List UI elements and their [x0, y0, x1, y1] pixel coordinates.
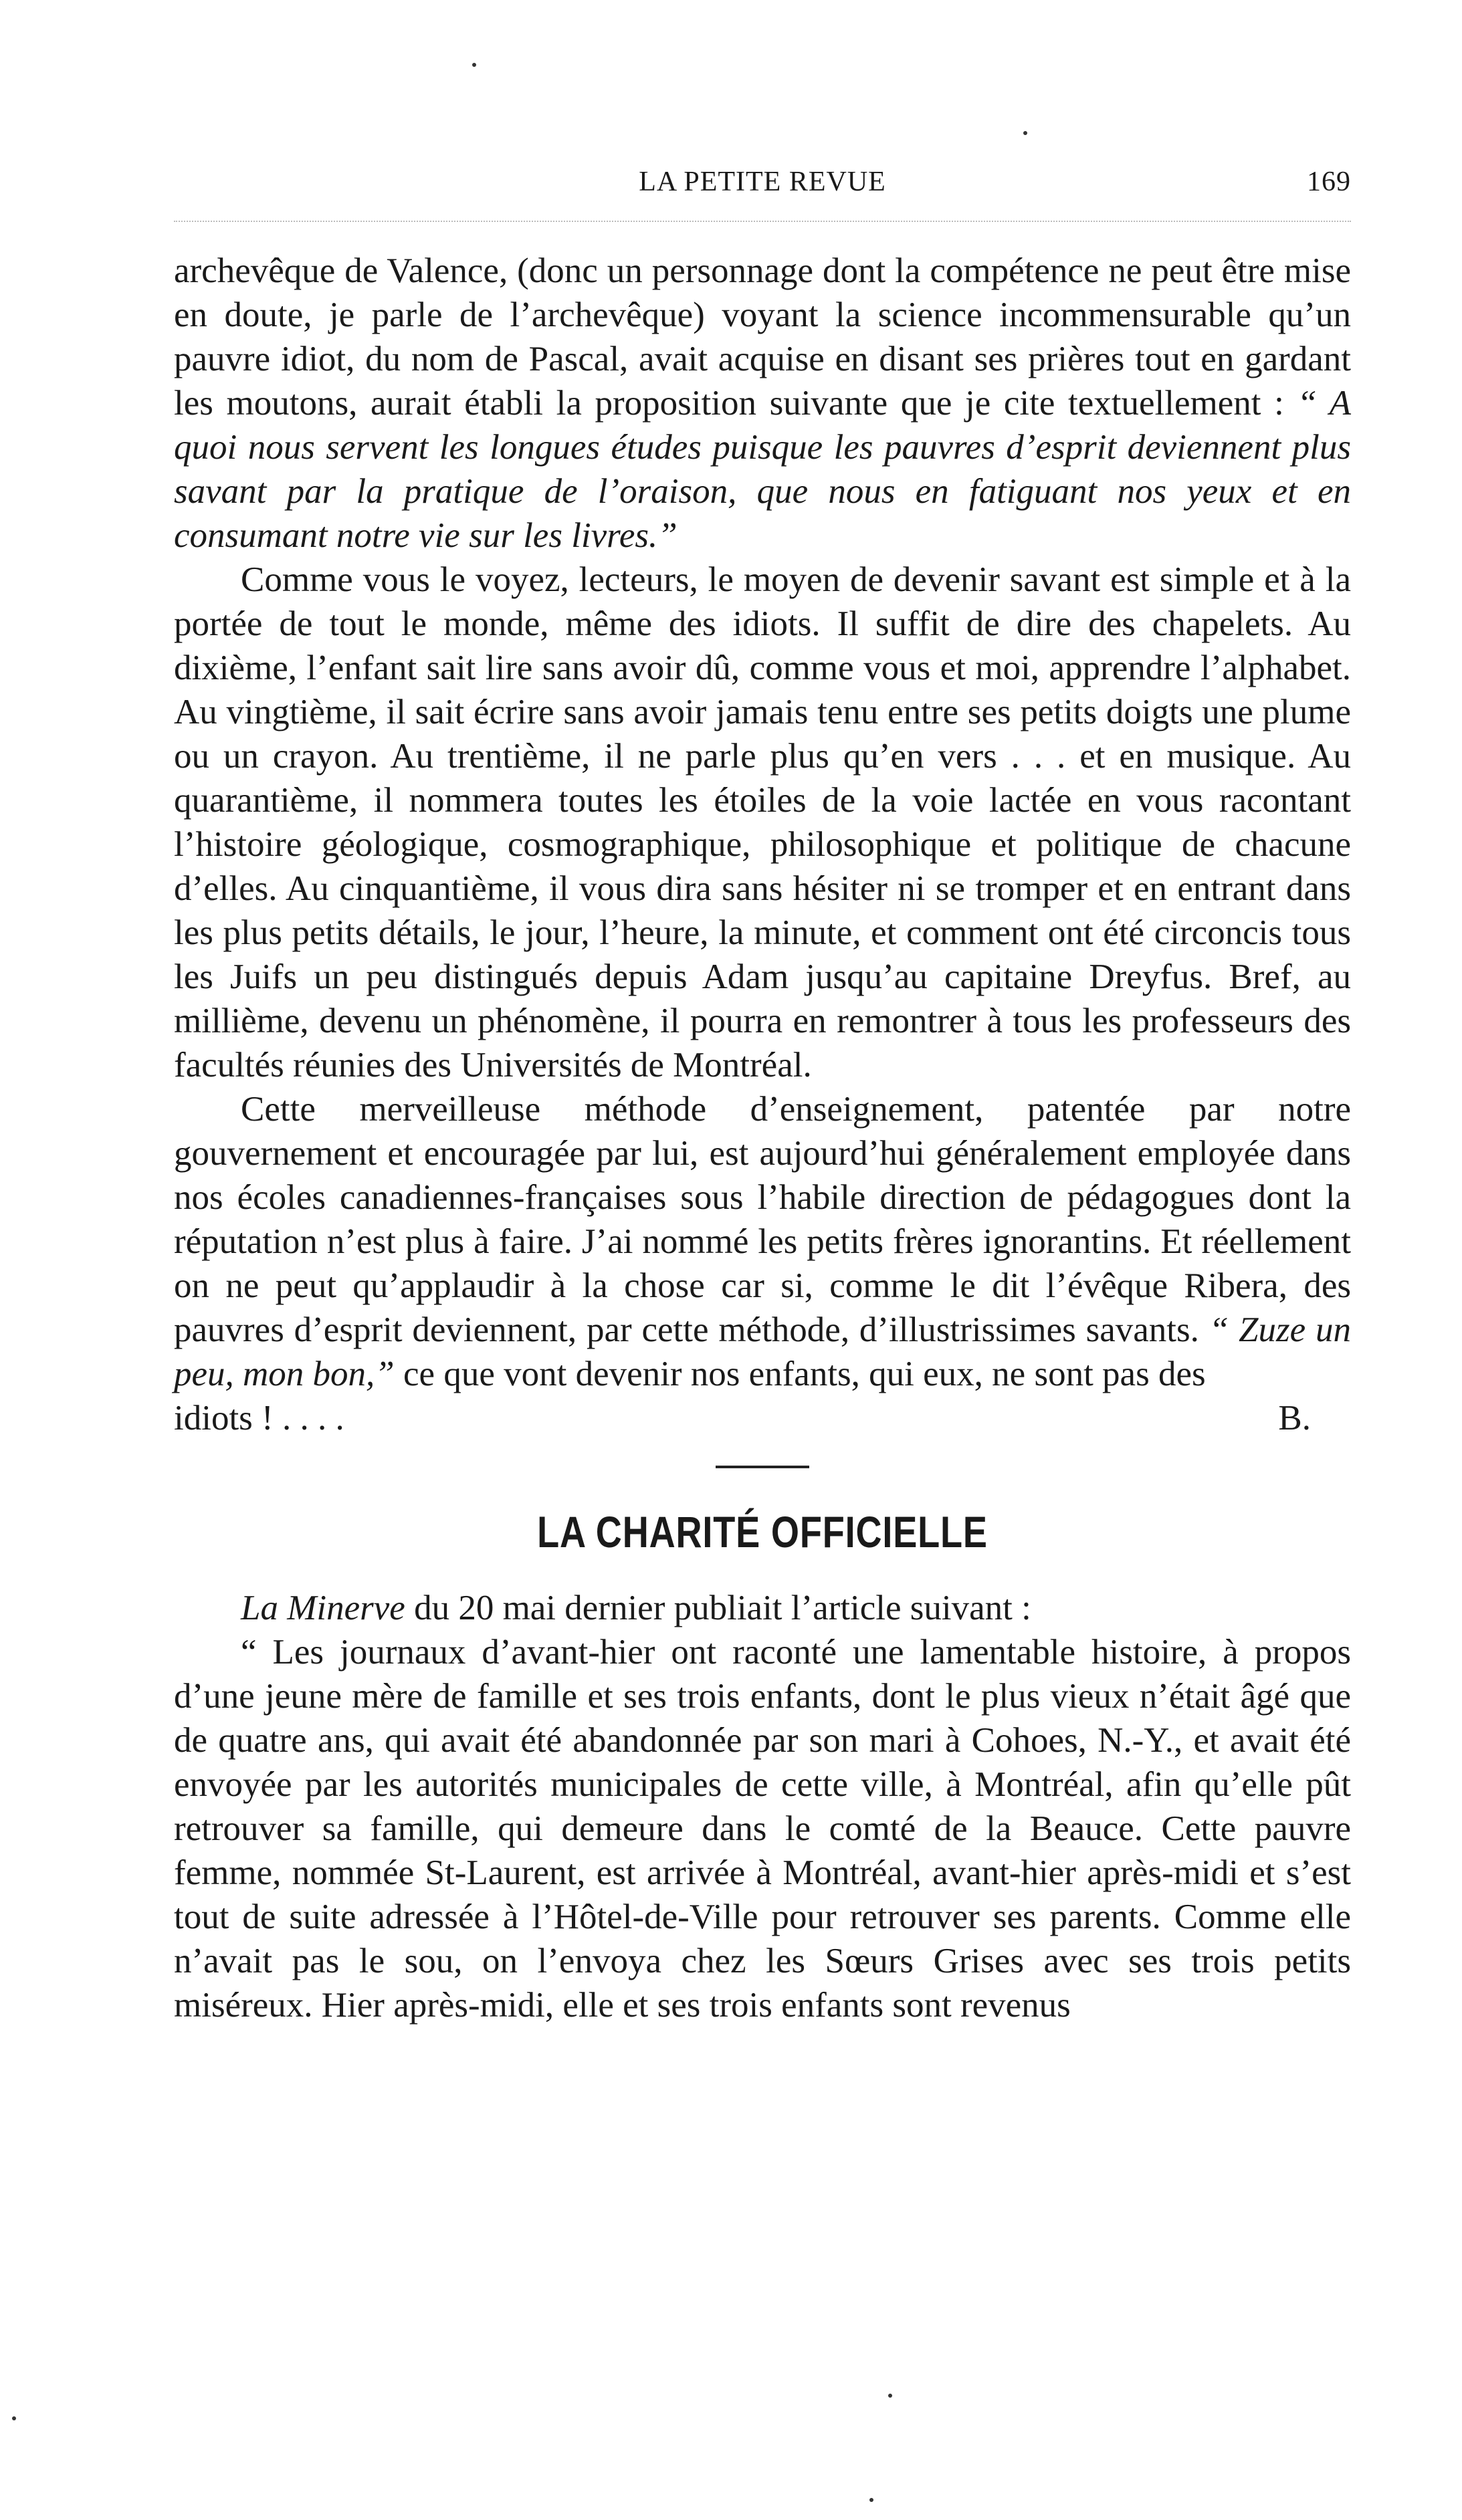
- section-title: LA CHARITÉ OFFICIELLE: [537, 1507, 988, 1557]
- section-intro: [174, 1586, 1351, 1630]
- print-speck: [869, 2498, 873, 2502]
- quotation: “ Zuze un peu, mon bon,”: [174, 1310, 1351, 1393]
- running-head: [174, 166, 1351, 206]
- paragraph-text: archevêque de Valence, (donc un personnage dont la compétence ne peut être mise en doute, je parle de l’archevêque) voyant la science incommensurable qu’un pauvre idiot, du nom de Pascal, avait acquise en disant ses prières tout en gardant les moutons, aurait établi la proposition suivante que je cite textuellement :: [174, 251, 1351, 423]
- newspaper-name: La Minerve: [241, 1589, 405, 1627]
- paragraph-end: idiots ! . . . .: [174, 1399, 344, 1438]
- body-text: [174, 249, 1351, 2027]
- paragraph: Comme vous le voyez, lecteurs, le moyen de devenir savant est simple et à la portée de tout le monde, même des idiots. Il suffit de dire des chapelets. Au dixième, l’enfant sait lire sans avoir dû, comme vous et moi, apprendre l’alphabet. Au vingtième, il sait écrire sans avoir jamais tenu entre ses petits doigts une plume ou un crayon. Au trentième, il ne parle plus qu’en vers . . . et en musique. Au quarantième, il nommera toutes les étoiles de la voie lactée en vous racontant l’histoire géologique, cosmographique, philosophique et politique de chacune d’elles. Au cinquantième, il vous dira sans hésiter ni se tromper et en entrant dans les plus petits détails, le jour, l’heure, la minute, et comment ont été circoncis tous les Juifs un peu distingués depuis Adam jusqu’au capitaine Dreyfus. Bref, au millième, devenu un phénomène, il pourra en remontrer à tous les professeurs des facultés réunies des Universités de Montréal.: [174, 560, 1351, 1084]
- header-rule: [174, 221, 1351, 222]
- page-number: 169: [1307, 166, 1351, 197]
- journal-title: LA PETITE REVUE: [639, 166, 886, 197]
- print-speck: [1023, 131, 1027, 135]
- paragraph-text: Cette merveilleuse méthode d’enseignement, patentée par notre gouvernement et encouragée par lui, est aujourd’hui généralement employée dans nos écoles canadiennes-françaises sous l’habile direction de pédagogues dont la réputation n’est plus à faire. J’ai nommé les petits frères ignorantins. Et réellement on ne peut qu’applaudir à la chose car si, comme le dit l’évêque Ribera, des pauvres d’esprit deviennent, par cette méthode, d’illustrissimes savants.: [174, 1090, 1351, 1349]
- print-speck: [12, 2416, 16, 2420]
- print-speck: [472, 63, 476, 67]
- signature: B.: [1278, 1399, 1311, 1438]
- quoted-article: “ Les journaux d’avant-hier ont raconté une lamentable histoire, à propos d’une jeune mère de famille et ses trois enfants, dont le plus vieux n’était âgé que de quatre ans, qui avait été abandonnée par son mari à Cohoes, N.-Y., et avait été envoyée par les autorités municipales de cette ville, à Montréal, afin qu’elle pût retrouver sa famille, qui demeure dans le comté de la Beauce. Cette pauvre femme, nommée St-Laurent, est arrivée à Montréal, avant-hier après-midi et s’est tout de suite adressée à l’Hôtel-de-Ville pour retrouver ses parents. Comme elle n’avait pas le sou, on l’envoya chez les Sœurs Grises avec ses trois petits miséreux. Hier après-midi, elle et ses trois enfants sont revenus: [174, 1633, 1351, 2025]
- signature-line: [174, 1396, 1351, 1440]
- paragraph-text: ce que vont devenir nos enfants, qui eux, ne sont pas des: [394, 1355, 1206, 1393]
- paragraph-text: du 20 mai dernier publiait l’article suivant :: [405, 1589, 1031, 1627]
- quotation: “ A quoi nous servent les longues études puisque les pauvres d’esprit deviennent plus savant par la pratique de l’oraison, que nous en fatiguant nos yeux et en consumant notre vie sur les livres.”: [174, 384, 1351, 555]
- paragraph: [174, 1087, 1351, 1396]
- paragraph-continued: [174, 249, 1351, 558]
- section-divider: [716, 1466, 809, 1468]
- print-speck: [888, 2394, 892, 2398]
